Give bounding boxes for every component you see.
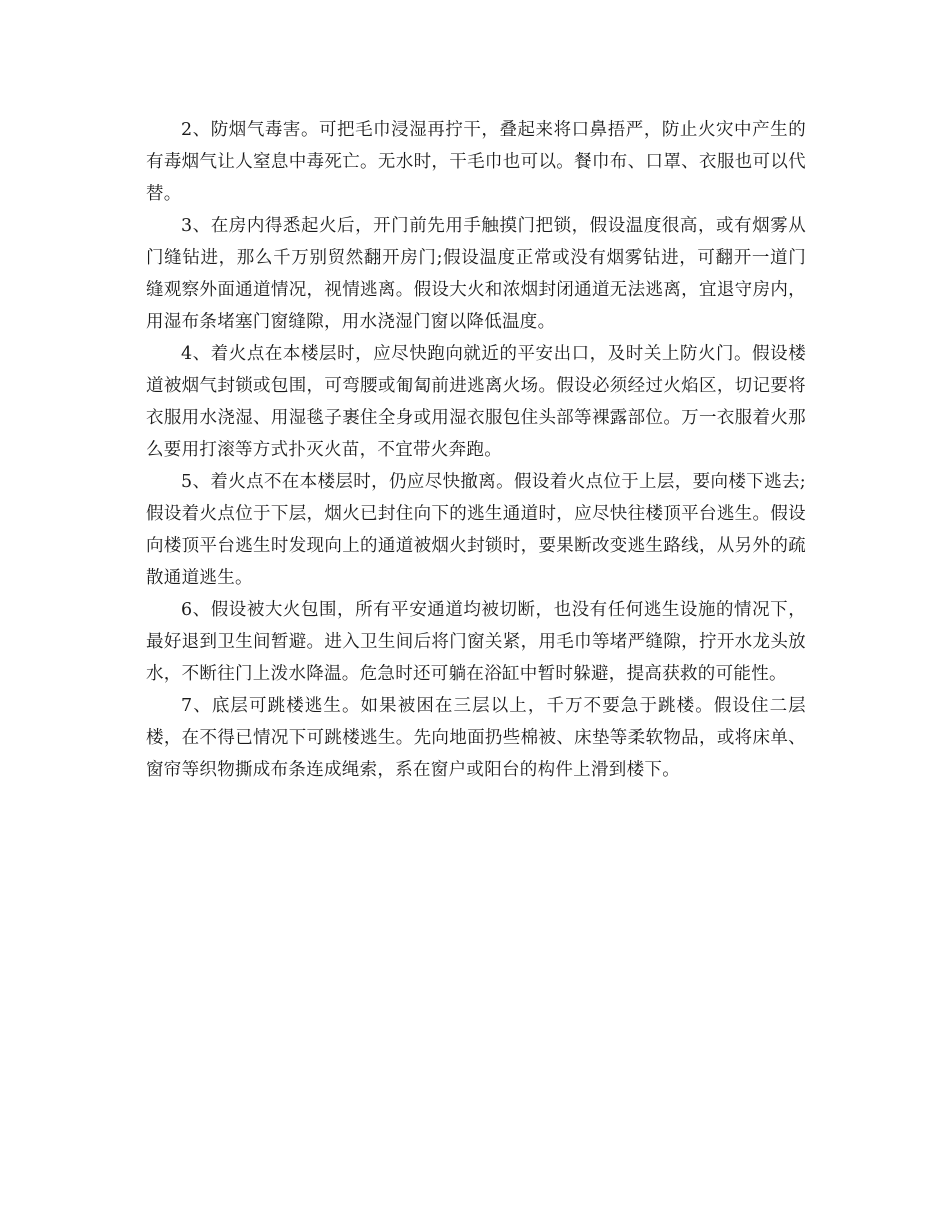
- paragraph-smoke-protection: 2、防烟气毒害。可把毛巾浸湿再拧干，叠起来将口鼻捂严，防止火灾中产生的有毒烟气让人窒息中毒死亡。无水时，干毛巾也可以。餐巾布、口罩、衣服也可以代替。: [146, 120, 806, 204]
- document-body: [146, 114, 806, 786]
- paragraph-jump-escape: 7、底层可跳楼逃生。如果被困在三层以上，千万不要急于跳楼。假设住二层楼，在不得已情况下可跳楼逃生。先向地面扔些棉被、床垫等柔软物品，或将床单、窗帘等织物撕成布条连成绳索，系在窗户或阳台的构件上滑到楼下。: [146, 696, 806, 780]
- paragraph-same-floor-fire: 4、着火点在本楼层时，应尽快跑向就近的平安出口，及时关上防火门。假设楼道被烟气封锁或包围，可弯腰或匍匐前进逃离火场。假设必须经过火焰区，切记要将衣服用水浇湿、用湿毯子裹住全身或用湿衣服包住头部等裸露部位。万一衣服着火那么要用打滚等方式扑灭火苗，不宜带火奔跑。: [146, 344, 806, 460]
- paragraph-door-check: 3、在房内得悉起火后，开门前先用手触摸门把锁，假设温度很高，或有烟雾从门缝钻进，那么千万别贸然翻开房门;假设温度正常或没有烟雾钻进，可翻开一道门缝观察外面通道情况，视情逃离。假设大火和浓烟封闭通道无法逃离，宜退守房内，用湿布条堵塞门窗缝隙，用水浇湿门窗以降低温度。: [146, 216, 806, 332]
- paragraph-other-floor-fire: 5、着火点不在本楼层时，仍应尽快撤离。假设着火点位于上层，要向楼下逃去;假设着火点位于下层，烟火已封住向下的逃生通道时，应尽快往楼顶平台逃生。假设向楼顶平台逃生时发现向上的通道被烟火封锁时，要果断改变逃生路线，从另外的疏散通道逃生。: [146, 472, 806, 588]
- paragraph-trapped-bathroom: 6、假设被大火包围，所有平安通道均被切断，也没有任何逃生设施的情况下，最好退到卫生间暂避。进入卫生间后将门窗关紧，用毛巾等堵严缝隙，拧开水龙头放水，不断往门上泼水降温。危急时还可躺在浴缸中暂时躲避，提高获救的可能性。: [146, 600, 806, 684]
